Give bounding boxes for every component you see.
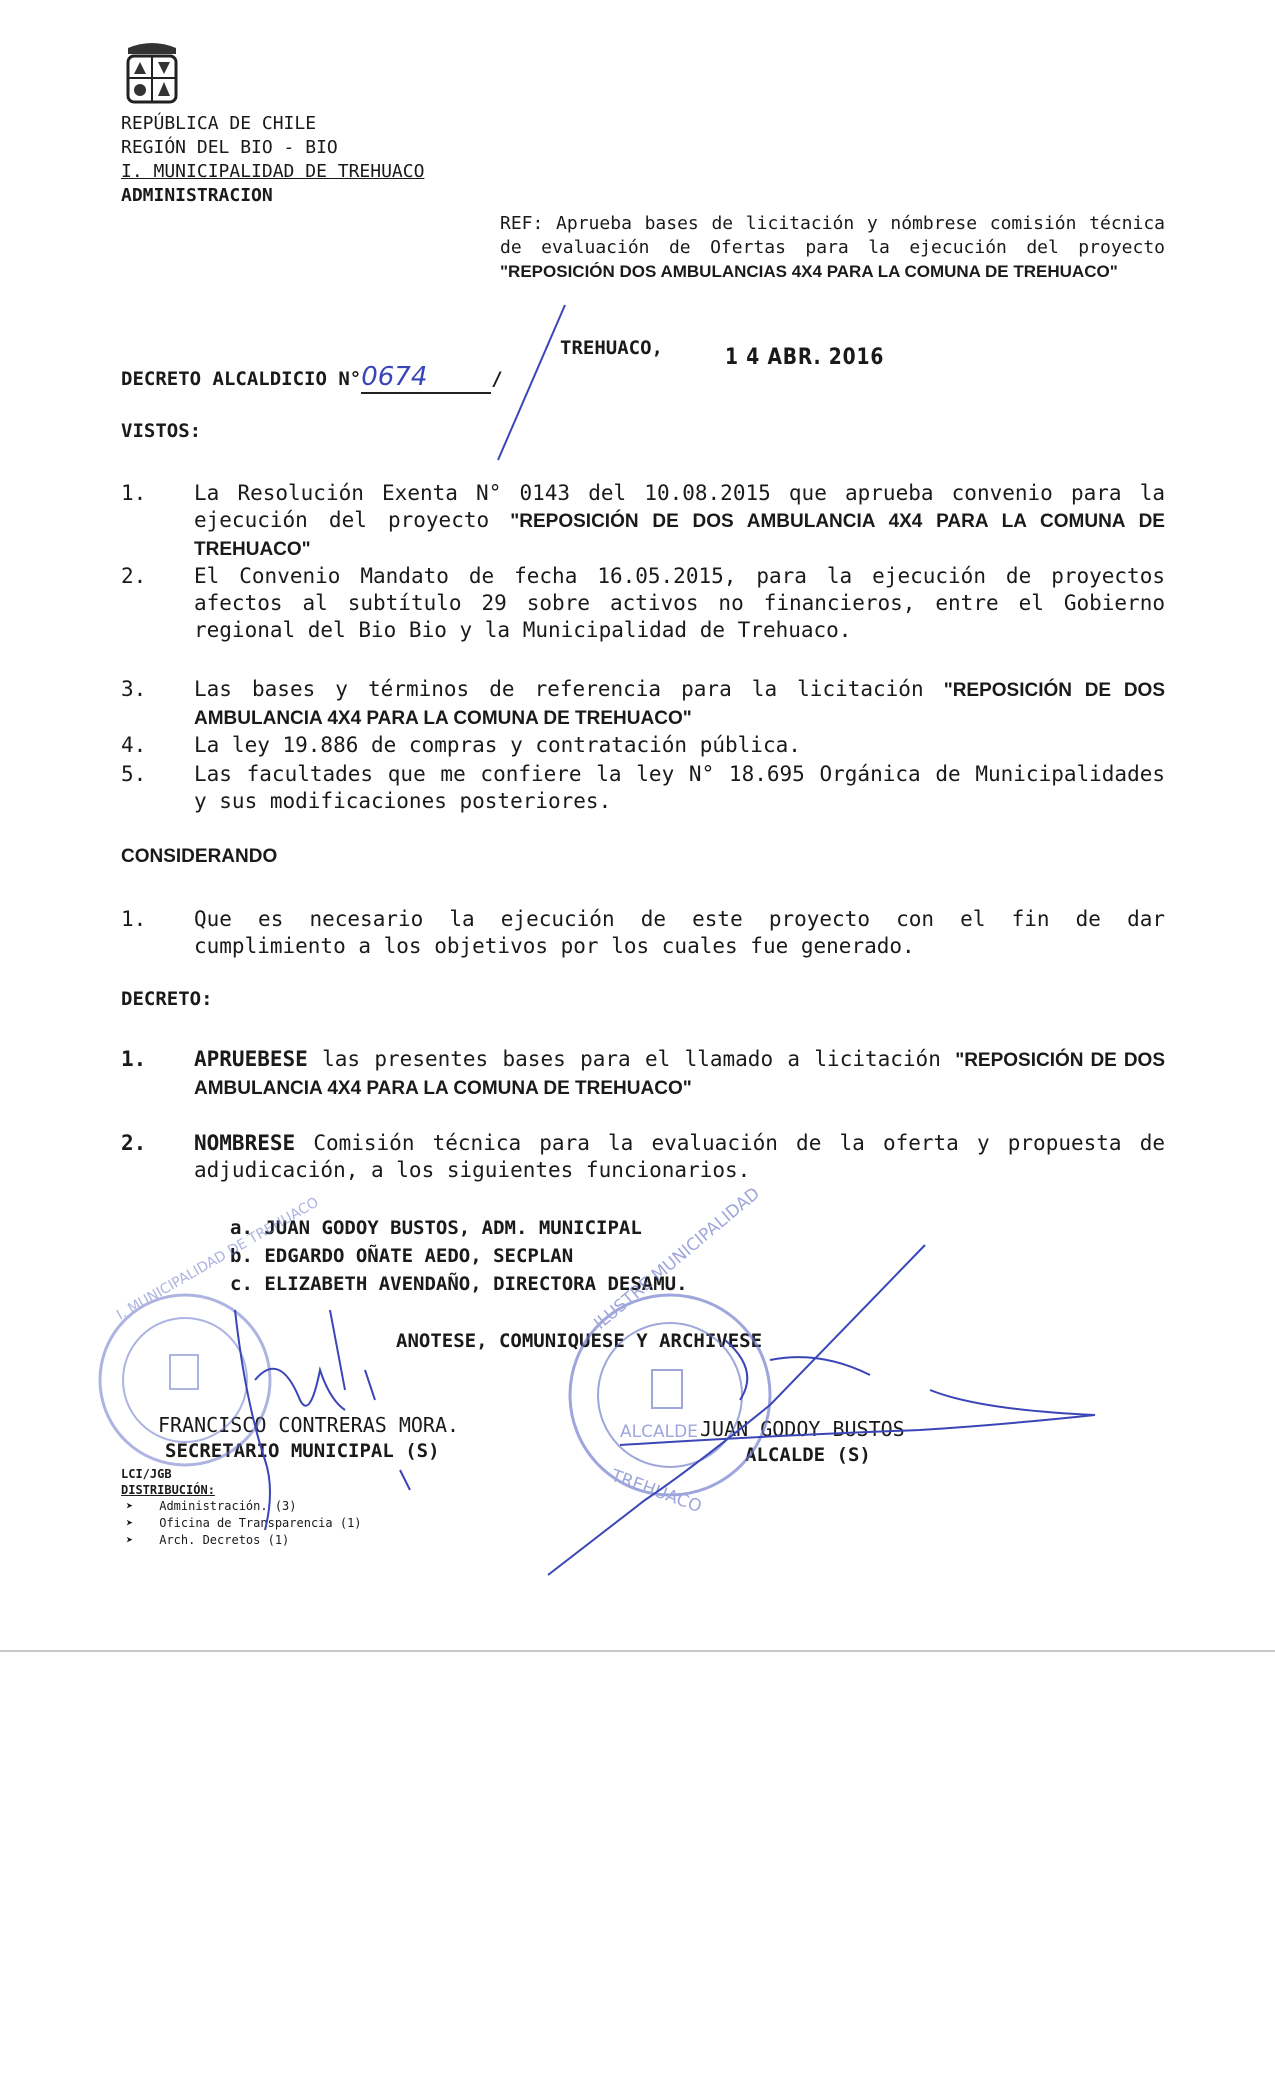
item-number: 2. [121,1131,147,1155]
mayor-title: ALCALDE (S) [745,1444,871,1466]
secretary-title: SECRETARIO MUNICIPAL (S) [165,1440,440,1462]
stamp-right-text: ILUSTRE MUNICIPALIDAD [590,1183,764,1334]
item-text: Las facultades que me confiere la ley N° 18.695 Orgánica de Municipalidades y sus modificaciones posteriores. [194,762,1165,813]
item-text: las presentes bases para el llamado a licitación [307,1047,956,1071]
closing-formula: ANOTESE, COMUNIQUESE Y ARCHIVESE [396,1330,763,1352]
item-number: 5. [121,762,147,786]
distribution-item: ➤ Administración. (3) [126,1499,297,1513]
decree-number: 0674 [361,362,491,394]
item-number: 1. [121,481,147,505]
stamp-right-bottom: TREHUACO [608,1465,705,1518]
stamp-right-center: ALCALDE [620,1422,698,1442]
distribution-heading: DISTRIBUCIÓN: [121,1483,215,1497]
decree-title: DECRETO ALCALDICIO N°0674 / [121,362,503,392]
commission-member: b. EDGARDO OÑATE AEDO, SECPLAN [230,1245,574,1267]
reference-project: "REPOSICIÓN DOS AMBULANCIAS 4X4 PARA LA COMUNA DE TREHUACO" [500,262,1118,281]
item-project: "REPOSICIÓN DE DOS AMBULANCIA 4X4 PARA LA COMUNA DE TREHUACO" [194,1050,1166,1099]
item-lead: NOMBRESE [194,1131,296,1155]
reference-text: Aprueba bases de licitación y nómbrese comisión técnica de evaluación de Ofertas para la ejecución del proyecto [500,213,1165,258]
decreto-heading: DECRETO: [121,988,213,1010]
scan-edge [0,1650,1275,1652]
item-number: 1. [121,907,147,931]
distribution-item: ➤ Oficina de Transparencia (1) [126,1516,362,1530]
decree-place: TREHUACO, [560,337,663,359]
reference-label: REF: [500,213,544,234]
mayor-stamp [570,1184,770,1517]
item-text: El Convenio Mandato de fecha 16.05.2015, para la ejecución de proyectos afectos al subtítulo 29 sobre activos no financieros, entre el Gobierno regional del Bio Bio y la Municipalidad de Trehuaco. [194,564,1165,642]
item-project: "REPOSICIÓN DE DOS AMBULANCIA 4X4 PARA LA COMUNA DE TREHUACO" [194,680,1165,729]
item-number: 1. [121,1047,147,1071]
item-text: La ley 19.886 de compras y contratación pública. [194,733,801,757]
item-text: Que es necesario la ejecución de este proyecto con el fin de dar cumplimiento a los objetivos por los cuales fue generado. [194,907,1165,958]
commission-member: a. JUAN GODOY BUSTOS, ADM. MUNICIPAL [230,1217,642,1239]
distribution-item: ➤ Arch. Decretos (1) [126,1533,290,1547]
header-region: REGIÓN DEL BIO - BIO [121,137,338,158]
item-project: "REPOSICIÓN DE DOS AMBULANCIA 4X4 PARA LA COMUNA DE TREHUACO" [194,511,1165,560]
item-lead: APRUEBESE [194,1047,308,1071]
item-number: 2. [121,564,147,588]
commission-member: c. ELIZABETH AVENDAÑO, DIRECTORA DESAMU. [230,1273,688,1295]
secretary-name: FRANCISCO CONTRERAS MORA. [158,1413,460,1437]
item-number: 4. [121,733,147,757]
item-text: Comisión técnica para la evaluación de la oferta y propuesta de adjudicación, a los siguientes funcionarios. [194,1131,1165,1182]
decree-title-label: DECRETO ALCALDICIO N° [121,368,362,390]
stamp-left-text: I. MUNICIPALIDAD DE TREHUACO [114,1194,322,1324]
secretary-stamp [100,1194,321,1465]
item-text: La Resolución Exenta N° 0143 del 10.08.2015 que aprueba convenio para la ejecución del proyecto [194,481,1165,532]
header-municipality: I. MUNICIPALIDAD DE TREHUACO [121,161,425,182]
considerando-heading: CONSIDERANDO [121,846,278,867]
mayor-name: JUAN GODOY BUSTOS [700,1417,905,1441]
initials: LCI/JGB [121,1467,172,1481]
header-department: ADMINISTRACION [121,185,273,206]
vistos-heading: VISTOS: [121,420,202,442]
item-number: 3. [121,677,147,701]
header-republic: REPÚBLICA DE CHILE [121,113,317,134]
item-text: Las bases y términos de referencia para la licitación [194,677,944,701]
decree-date-stamp: 1 4 ABR. 2016 [725,345,885,370]
pen-stroke [498,305,565,460]
